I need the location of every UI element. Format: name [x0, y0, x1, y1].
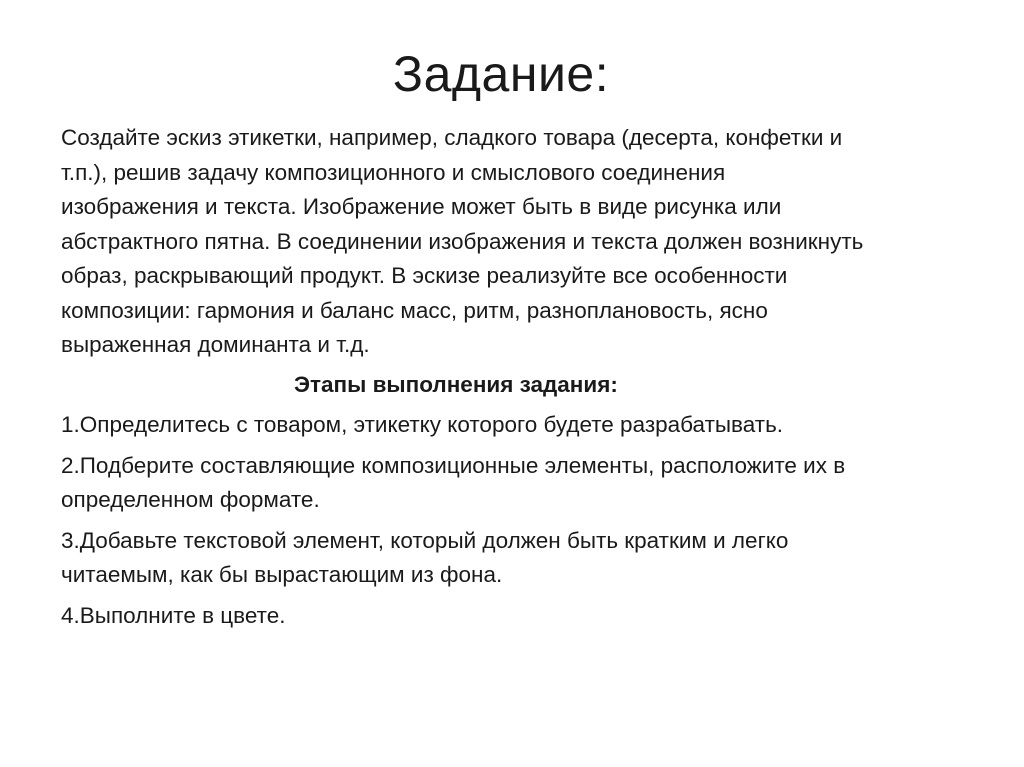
steps-list — [61, 408, 991, 633]
step-item-1: 1.Определитесь с товаром, этикетку которого будете разрабатывать. — [61, 412, 784, 437]
slide-title: Задание: — [392, 46, 610, 102]
step-item-4: 4.Выполните в цвете. — [61, 602, 286, 628]
step-item-2: 2.Подберите составляющие композиционные элементы, расположите их в определенном формате. — [61, 452, 846, 512]
slide-body — [61, 121, 991, 633]
stages-heading: Этапы выполнения задания: — [294, 371, 618, 397]
assignment-description: Создайте эскиз этикетки, например, сладкого товара (десерта, конфетки и т.п.), решив задачу композиционного и смыслового соединения изображения и текста. Изображение может быть в виде рисунка или абстрактного пятна. В соединении изображения и текста должен возникнуть образ, раскрывающий продукт. В эскизе реализуйте все особенности композиции: гармония и баланс масс, ритм, разноплановость, ясно выраженная доминанта и т.д. — [61, 125, 864, 357]
step-item-3: 3.Добавьте текстовой элемент, который должен быть кратким и легко читаемым, как бы вырастающим из фона. — [61, 527, 789, 587]
